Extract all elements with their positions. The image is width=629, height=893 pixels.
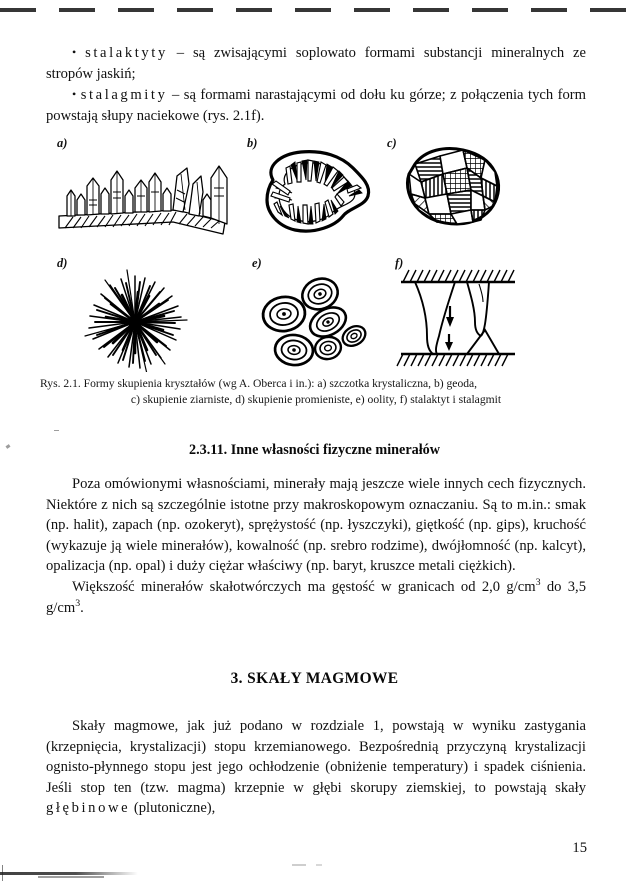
radial-aggregate-drawing bbox=[55, 260, 215, 372]
chapter-paragraph-emphasis: głębinowe bbox=[46, 800, 131, 817]
section-heading: 2.3.11. Inne własności fizyczne minerałów bbox=[188, 442, 441, 458]
bullet-item-stalagmity bbox=[46, 84, 586, 126]
section-body bbox=[46, 474, 586, 618]
figure-panel-radial-aggregate bbox=[55, 256, 215, 372]
superscript-cubic-2: 3 bbox=[75, 597, 81, 609]
section-paragraph-2 bbox=[46, 577, 586, 618]
scan-edge-artifact-bottom bbox=[0, 872, 138, 875]
panel-label-b: b) bbox=[247, 136, 258, 150]
oolites-drawing bbox=[250, 260, 380, 372]
chapter-body bbox=[46, 716, 586, 819]
panel-label-e: e) bbox=[252, 256, 262, 270]
figure-panel-oolites bbox=[250, 256, 380, 372]
paragraph-2-text-mid: do 3,5 g/cm bbox=[46, 578, 586, 616]
chapter-paragraph-part-2: (plutoniczne), bbox=[130, 800, 216, 817]
term-stalagmity: stalagmity bbox=[80, 87, 168, 104]
bullet-dot-icon: • bbox=[72, 87, 77, 102]
scan-speck bbox=[316, 864, 322, 866]
figure-panel-crystal-druse bbox=[55, 138, 230, 253]
term-stalaktyty: stalaktyty bbox=[85, 45, 168, 61]
crystal-druse-drawing bbox=[55, 138, 230, 253]
geode-drawing bbox=[245, 138, 375, 253]
paragraph-2-text-end: . bbox=[80, 599, 84, 616]
scan-edge-artifact-top bbox=[0, 8, 629, 12]
paragraph-2-text-pre: Większość minerałów skałotwórczych ma gęstość w granicach od 2,0 g/cm bbox=[72, 578, 536, 595]
figure-caption-line-2: c) skupienie ziarniste, d) skupienie promieniste, e) oolity, f) stalaktyt i stalagmit bbox=[130, 393, 502, 407]
bullet-item-stalaktyty-text: – są zwisającymi soplowato formami substancji mineralnych ze stropów jaskiń; bbox=[46, 45, 586, 82]
bullet-list bbox=[46, 42, 586, 126]
chapter-paragraph bbox=[46, 716, 586, 819]
panel-label-a: a) bbox=[57, 136, 68, 150]
panel-label-f: f) bbox=[395, 256, 404, 270]
chapter-paragraph-part-1: Skały magmowe, jak już podano w rozdziale 1, powstają w wyniku zastygania (krzepnięcia, krystalizacji) stopu krzemianowego. Bezpośrednią przyczyną krystalizacji ognisto-płynnego stopu jest jego ochłodzenie (obniżenie temperatury) i spadek ciśnienia. Jeśli stop ten (tzw. magma) krzepnie w głębi skorupy ziemskiej, to powstają skały bbox=[46, 718, 586, 796]
figure-panel-geode bbox=[245, 138, 375, 253]
panel-label-c: c) bbox=[387, 136, 397, 150]
scan-edge-artifact-left bbox=[2, 865, 3, 881]
bullet-item-stalaktyty bbox=[46, 42, 586, 84]
bullet-item-stalagmity-text: – są formami narastającymi od dołu ku górze; z połączenia tych form powstają słupy naciekowe (rys. 2.1f). bbox=[46, 87, 586, 124]
scan-speck bbox=[54, 430, 59, 431]
granular-aggregate-drawing bbox=[385, 138, 515, 253]
panel-label-d: d) bbox=[57, 256, 68, 270]
scan-speck bbox=[292, 864, 306, 866]
figure-panel-stalactite-stalagmite bbox=[393, 256, 528, 372]
stalactite-stalagmite-drawing bbox=[393, 260, 528, 372]
figure-caption bbox=[40, 376, 592, 408]
chapter-heading: 3. SKAŁY MAGMOWE bbox=[230, 670, 399, 687]
scan-edge-artifact-bottom-secondary bbox=[38, 876, 104, 878]
figure-caption-line-1: Rys. 2.1. Formy skupienia kryształów (wg A. Oberca i in.): a) szczotka krystaliczna, b) geoda, bbox=[40, 377, 478, 390]
superscript-cubic-1: 3 bbox=[535, 577, 541, 589]
section-paragraph-1: Poza omówionymi własnościami, minerały mają jeszcze wiele innych cech fizycznych. Niektóre z nich są szczególnie istotne przy makroskopowym oznaczaniu. Są to m.in.: smak (np. halit), zapach (np. ozokeryt), sprężystość (np. łyszczyki), giętkość (np. gips), kruchość (wykazuje ją wiele minerałów), kowalność (np. srebro rodzime), dwójłomność (np. kalcyt), opalizacja (np. opal) i duży ciężar właściwy (np. baryt, kruszce metali ciężkich). bbox=[46, 476, 586, 575]
page-number: 15 bbox=[572, 840, 587, 856]
figure-panel-granular-aggregate bbox=[385, 138, 515, 253]
figure-2-1 bbox=[55, 138, 545, 376]
bullet-dot-icon: • bbox=[72, 45, 77, 59]
